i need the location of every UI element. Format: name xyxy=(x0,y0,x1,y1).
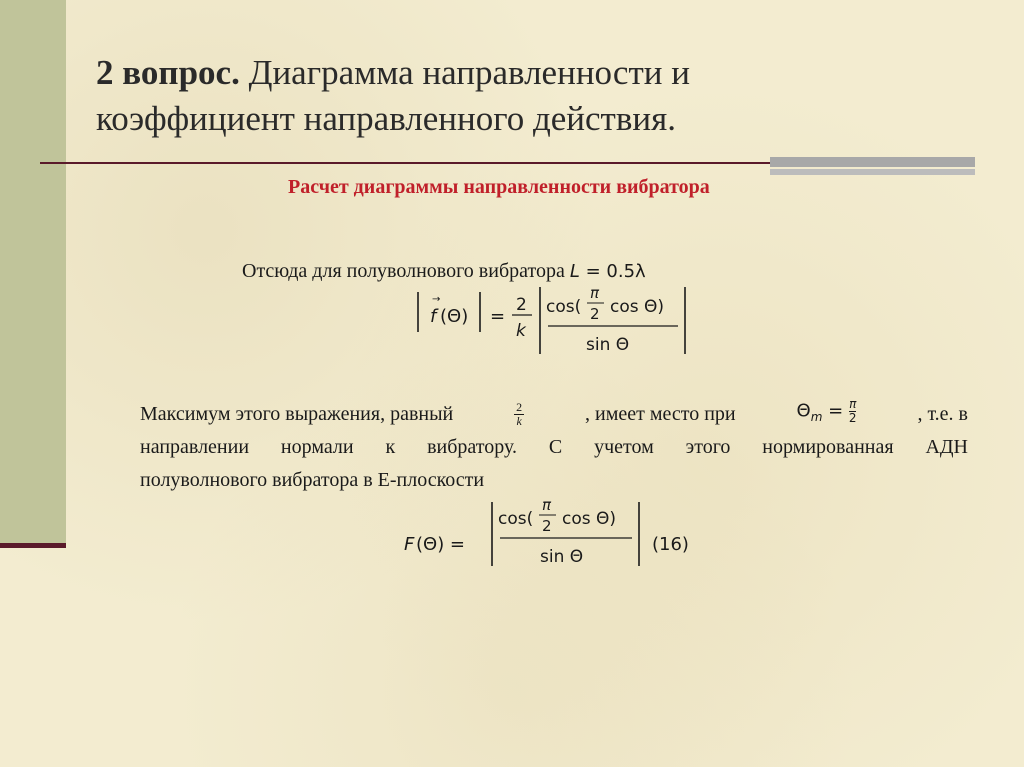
svg-text:f: f xyxy=(430,306,437,327)
paragraph-line-2: направлении нормали к вибратору. С учетом этого нормированная АДН xyxy=(140,436,968,458)
svg-text:k: k xyxy=(516,321,526,341)
svg-text:→: → xyxy=(432,294,441,305)
svg-text:sin Θ: sin Θ xyxy=(586,335,630,355)
para-line1-a: Максимум этого выражения, равный xyxy=(140,403,454,426)
svg-text:π: π xyxy=(542,496,552,514)
svg-text:cos Θ): cos Θ) xyxy=(562,509,617,529)
para-line1-c: , т.е. в xyxy=(917,403,968,426)
intro-line xyxy=(242,258,646,285)
intro-text: Отсюда для полуволнового вибратора xyxy=(242,260,565,282)
svg-text:(Θ): (Θ) xyxy=(440,306,469,327)
paragraph-line-1 xyxy=(140,398,968,430)
divider-decoration xyxy=(770,157,975,177)
para-line1-b: , имеет место при xyxy=(584,403,736,426)
title-divider xyxy=(40,162,770,164)
title-line-1 xyxy=(96,50,956,96)
paragraph-line-3: полуволнового вибратора в Е-плоскости xyxy=(140,469,485,491)
svg-text:2: 2 xyxy=(542,517,552,535)
svg-text:2: 2 xyxy=(590,305,600,323)
para-line1-math: $\Theta_m$ = $\frac{\pi}{2}$ xyxy=(796,397,857,425)
svg-text:cos Θ): cos Θ) xyxy=(610,297,665,317)
formula-1 xyxy=(410,282,700,362)
title-bold-part: 2 вопрос. xyxy=(96,53,240,92)
formula-2 xyxy=(400,492,720,572)
para-fraction-num: 2 xyxy=(516,399,523,414)
para-fraction xyxy=(514,401,524,428)
svg-text:π: π xyxy=(590,284,600,302)
svg-text:=: = xyxy=(490,306,506,327)
title-line-2: коэффициент направленного действия. xyxy=(96,99,676,138)
svg-text:2: 2 xyxy=(516,295,527,315)
svg-text:(Θ) =: (Θ) = xyxy=(416,534,466,555)
title-line-1-text: Диаграмма направленности и xyxy=(248,53,690,92)
para-fraction-den: k xyxy=(516,413,522,428)
slide-title xyxy=(96,50,956,142)
svg-text:cos(: cos( xyxy=(546,297,582,317)
side-accent-bar xyxy=(0,0,66,545)
svg-text:F: F xyxy=(404,534,415,555)
svg-text:cos(: cos( xyxy=(498,509,534,529)
svg-text:sin Θ: sin Θ xyxy=(540,547,584,567)
equation-number: (16) xyxy=(652,534,689,555)
section-subtitle: Расчет диаграммы направленности вибратора xyxy=(288,176,710,198)
side-accent-underline xyxy=(0,543,66,548)
intro-math: L = 0.5λ xyxy=(569,261,646,282)
